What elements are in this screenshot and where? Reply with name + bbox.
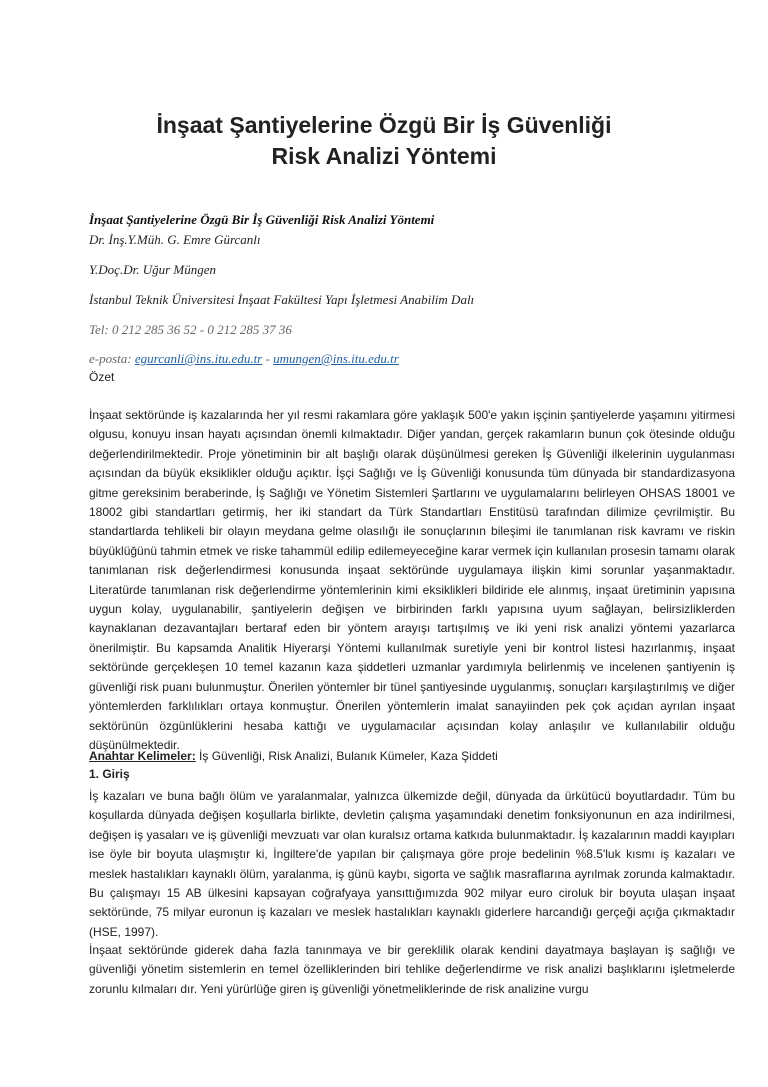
document-title — [60, 110, 708, 172]
abstract-heading: Özet — [89, 370, 115, 384]
author-1: Dr. İnş.Y.Müh. G. Emre Gürcanlı — [89, 232, 261, 247]
email-link-2[interactable]: umungen@ins.itu.edu.tr — [273, 351, 399, 366]
title-line-2: Risk Analizi Yöntemi — [271, 143, 497, 169]
author-2: Y.Doç.Dr. Uğur Müngen — [89, 262, 216, 277]
title-line-1: İnşaat Şantiyelerine Özgü Bir İş Güvenliği — [156, 112, 612, 138]
email-link-1[interactable]: egurcanli@ins.itu.edu.tr — [134, 351, 263, 366]
phone: Tel: 0 212 285 36 52 - 0 212 285 37 36 — [89, 322, 292, 337]
paper-subtitle: İnşaat Şantiyelerine Özgü Bir İş Güvenliği Risk Analizi Yöntemi — [89, 212, 435, 227]
affiliation: İstanbul Teknik Üniversitesi İnşaat Fakültesi Yapı İşletmesi Anabilim Dalı — [89, 292, 475, 307]
abstract-text: İnşaat sektöründe iş kazalarında her yıl resmi rakamlara göre yaklaşık 500'e yakın işçinin şantiyelerde yaşamını yitirmesi olgusu, konuyu insan hayatı açısından önemli kılmaktadır. Diğer yandan, gerçek rakamların bunun çok ötesinde olduğu değerlendirilmektedir. Proje yönetiminin bir alt başlığı olarak düşünülmesi gereken İş Güvenliği ilkelerinin uygulanması açısından da büyük eksiklikler olduğu açıktır. İşçi Sağlığı ve İş Güvenliği konusunda tüm dünyada bir standardizasyona gitme gereksinim beraberinde, İş Sağlığı ve Yönetim Sistemleri Şartlarını ve uygulamalarını belirleyen OHSAS 18001 ve 18002 gibi standartları getirmiş, her iki standart da Türk Standartları Enstitüsü tarafından dilimize çevrilmiştir. Bu standartlarda tehlikeli bir olayın meydana gelme olasılığı ile sonuçlarının bileşimi ile tanımlanan risk kavramı ve riskin büyüklüğünü tahmin etmek ve riske tahammül edilip edilemeyeceğine karar vermek için kullanılan prosesin tamamı olarak tanımlanan risk değerlendirmesi konusunda inşaat sektöründe uygulamaya ilişkin kimi sorunlar yaşanmaktadır. Literatürde tanımlanan risk değerlendirme yöntemlerinin kimi eksiklikleri bildiride ele alınmış, inşaat üretiminin yapısına uygun kolay, uygulanabilir, şantiyelerin değişen ve birbirinden farklı yapısına uyum sağlayan, belirsizliklerden kaynaklanan dezavantajları bertaraf eden bir yöntem arayışı tartışılmış ve iki yeni risk analizi yöntemi yazarlarca önerilmiştir. Bu kapsamda Analitik Hiyerarşi Yöntemi kullanılmak suretiyle yeni bir kontrol listesi hazırlanmış, inşaat sektöründe gerçekleşen 10 temel kazanın kaza şiddetleri uzmanlar yardımıyla belirlenmiş ve incelenen şantiyenin iş güvenliği risk puanı bulunmuştur. Önerilen yöntemler bir tünel şantiyesinde uygulanmış, sonuçları karşılaştırılmış ve diğer yöntemlerden farklılıkları ortaya konmuştur. Önerilen yöntemlerin imalat sanayiinden pek çok açıdan ayrılan inşaat sektörünün özgünlüklerini hesaba kattığı ve uygulamacılar açısından kolay anlaşılır ve kullanılabilir olduğu düşünülmektedir. — [89, 408, 735, 752]
section-1-heading: 1. Giriş — [89, 767, 130, 781]
email-line — [89, 351, 735, 367]
keywords-label: Anahtar Kelimeler: — [89, 749, 196, 763]
email-separator: - — [262, 351, 274, 366]
keywords — [89, 749, 735, 763]
section-1-paragraph-2: İnşaat sektöründe giderek daha fazla tanınmaya ve bir gereklilik olarak kendini dayatmaya başlayan iş sağlığı ve güvenliği yönetim sistemlerin en temel özelliklerinden biri tehlike değerlendirme ve risk analizi başlıklarını işletmelerde zorunlu kılmaları dır. Yeni yürürlüğe giren iş güvenliği yönetmeliklerinde de risk analizine vurgu — [89, 943, 735, 996]
section-1-paragraph-1: İş kazaları ve buna bağlı ölüm ve yaralanmalar, yalnızca ülkemizde değil, dünyada da ürkütücü boyutlardadır. Tüm bu koşullarda dünyada değişen koşullarla birlikte, devletin çalışma yaşamındaki denetim fonksiyonunun en aza indirilmesi, değişen iş yasaları ve iş güvenliği mevzuatı var olan kuralsız ortama katkıda bulunmaktadır. İş kazalarının maddi kayıpları ise öyle bir boyuta ulaşmıştır ki, İngiltere'de yapılan bir çalışmaya göre proje bedelinin %8.5'luk kısmı iş kazaları ve meslek hastalıkları kaynaklı ölüm, yaralanma, iş günü kaybı, sigorta ve sağlık masraflarına ayrılmak zorunda kalmaktadır. Bu çalışmayı 15 AB ülkesini kapsayan coğrafyaya yansıttığımızda 902 milyar euro ciroluk bir boyuta ulaşan inşaat sektöründe, 75 milyar euronun iş kazaları ve meslek hastalıkları kaynaklı giderlere harcandığı gerçeği açığa çıkmaktadır (HSE, 1997). — [89, 789, 735, 939]
keywords-text: İş Güvenliği, Risk Analizi, Bulanık Kümeler, Kaza Şiddeti — [195, 749, 498, 763]
email-label: e-posta: — [89, 351, 135, 366]
